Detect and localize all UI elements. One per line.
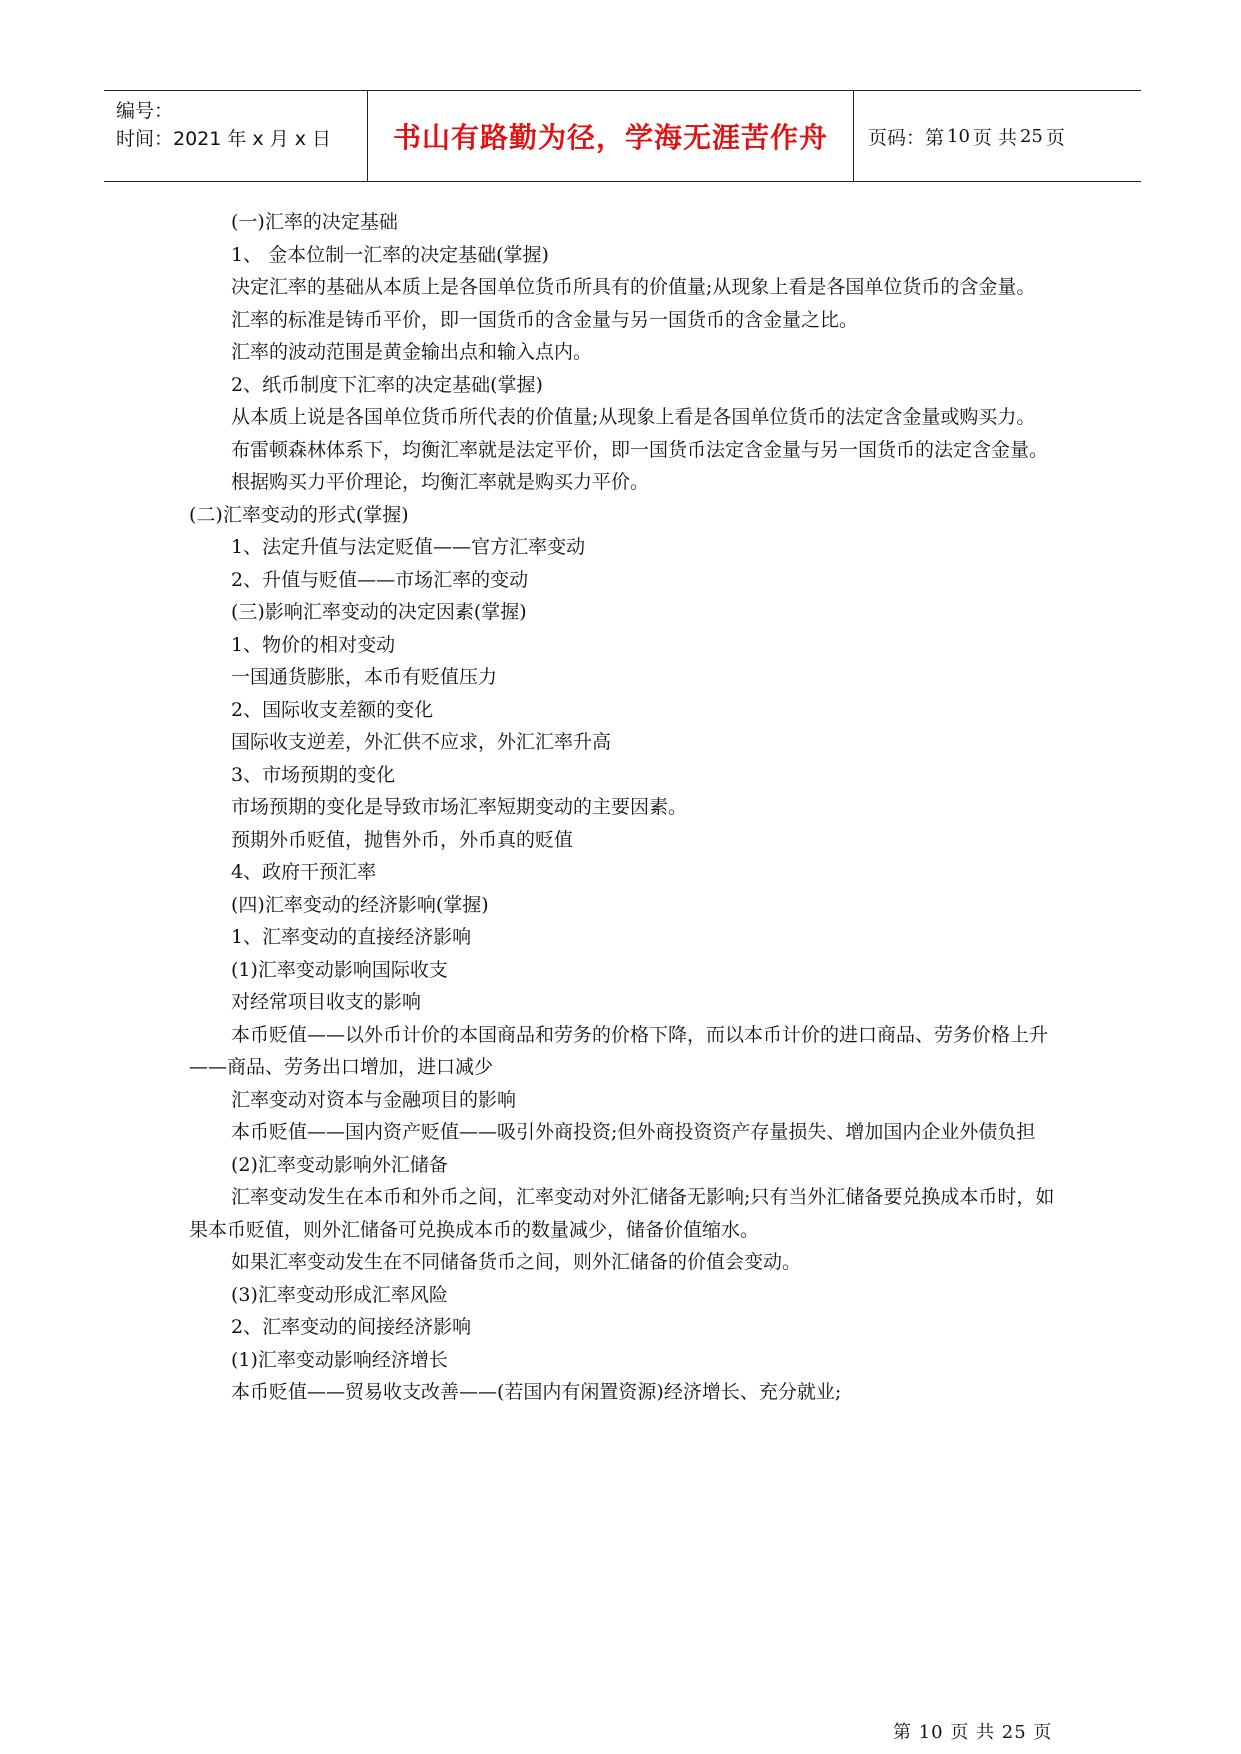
paragraph-line: (2)汇率变动影响外汇储备: [231, 1153, 448, 1176]
paragraph-line: 1、汇率变动的直接经济影响: [231, 926, 472, 948]
paragraph-line: 根据购买力平价理论，均衡汇率就是购买力平价。: [231, 471, 650, 493]
paragraph-line: 汇率变动发生在本币和外币之间，汇率变动对外汇储备无影响;只有当外汇储备要兑换成本币时，如果本币贬值，则外汇储备可兑换成本币的数量减少，储备价值缩水。: [189, 1186, 1055, 1241]
paragraph-line: 1、物价的相对变动: [231, 633, 396, 656]
paragraph-line: 2、汇率变动的间接经济影响: [231, 1316, 472, 1338]
paragraph-line: 2、升值与贬值——市场汇率的变动: [231, 568, 529, 591]
paragraph-line: 汇率的标准是铸币平价，即一国货币的含金量与另一国货币的含金量之比。: [231, 308, 859, 331]
page-header: [104, 90, 1141, 182]
paragraph-line: 对经常项目收支的影响: [231, 991, 422, 1013]
paragraph-line: 如果汇率变动发生在不同储备货币之间，则外汇储备的价值会变动。: [231, 1251, 802, 1273]
paragraph-line: 本币贬值——贸易收支改善——(若国内有闲置资源)经济增长、充分就业;: [231, 1381, 842, 1403]
paragraph-line: (1)汇率变动影响经济增长: [231, 1348, 448, 1371]
paragraph-line: 国际收支逆差，外汇供不应求，外汇汇率升高: [231, 731, 612, 753]
page-number: 10: [947, 125, 970, 147]
page-mid: 页 共: [972, 126, 1017, 149]
page-prefix: 页码：第: [868, 126, 945, 149]
paragraph-line: 汇率的波动范围是黄金输出点和输入点内。: [231, 341, 593, 363]
paragraph-line: (四)汇率变动的经济影响(掌握): [231, 893, 489, 916]
paragraph-line: (3)汇率变动形成汇率风险: [231, 1283, 448, 1306]
paragraph-line: 1、 金本位制一汇率的决定基础(掌握): [231, 243, 549, 266]
paragraph-line: (一)汇率的决定基础: [231, 211, 398, 233]
paragraph-line: 本币贬值——国内资产贬值——吸引外商投资;但外商投资资产存量损失、增加国内企业外债负担: [231, 1121, 1036, 1143]
header-page-cell: [854, 91, 1141, 181]
paragraph-line: 本币贬值——以外币计价的本国商品和劳务的价格下降，而以本币计价的进口商品、劳务价格上升——商品、劳务出口增加，进口减少: [189, 1023, 1049, 1078]
page-footer: 第 10 页 共 25 页: [893, 1722, 1053, 1743]
paragraph-line: (1)汇率变动影响国际收支: [231, 958, 448, 981]
paragraph-line: 3、市场预期的变化: [231, 763, 396, 786]
paragraph-line: 2、纸币制度下汇率的决定基础(掌握): [231, 373, 543, 396]
paragraph-line: 从本质上说是各国单位货币所代表的价值量;从现象上看是各国单位货币的法定含金量或购买力。: [231, 406, 1036, 428]
document-body: [0, 206, 1241, 1409]
paragraph-line: 布雷顿森林体系下，均衡汇率就是法定平价，即一国货币法定含金量与另一国货币的法定含金量。: [231, 438, 1049, 461]
paragraph-line: 1、法定升值与法定贬值——官方汇率变动: [231, 536, 586, 558]
page-total: 25: [1019, 125, 1043, 147]
paragraph-line: (二)汇率变动的形式(掌握): [189, 503, 409, 526]
serial-label: 编号：: [116, 100, 174, 122]
paragraph-line: 一国通货膨胀，本币有贬值压力: [231, 666, 498, 688]
paragraph-line: 2、国际收支差额的变化: [231, 698, 434, 721]
time-label: 时间：2021 年 x 月 x 日: [116, 128, 332, 150]
paragraph-line: 市场预期的变化是导致市场汇率短期变动的主要因素。: [231, 796, 688, 818]
paragraph-line: 预期外币贬值，抛售外币，外币真的贬值: [231, 828, 574, 851]
paragraph-line: 4、政府干预汇率: [231, 861, 377, 883]
paragraph-line: 汇率变动对资本与金融项目的影响: [231, 1088, 517, 1111]
header-left-cell: [104, 91, 368, 181]
motto-text: 书山有路勤为径，学海无涯苦作舟: [392, 121, 828, 154]
header-motto-cell: [368, 91, 854, 181]
page-suffix: 页: [1045, 126, 1065, 149]
paragraph-line: (三)影响汇率变动的决定因素(掌握): [231, 601, 527, 623]
paragraph-line: 决定汇率的基础从本质上是各国单位货币所具有的价值量;从现象上看是各国单位货币的含金量。: [231, 276, 1036, 298]
